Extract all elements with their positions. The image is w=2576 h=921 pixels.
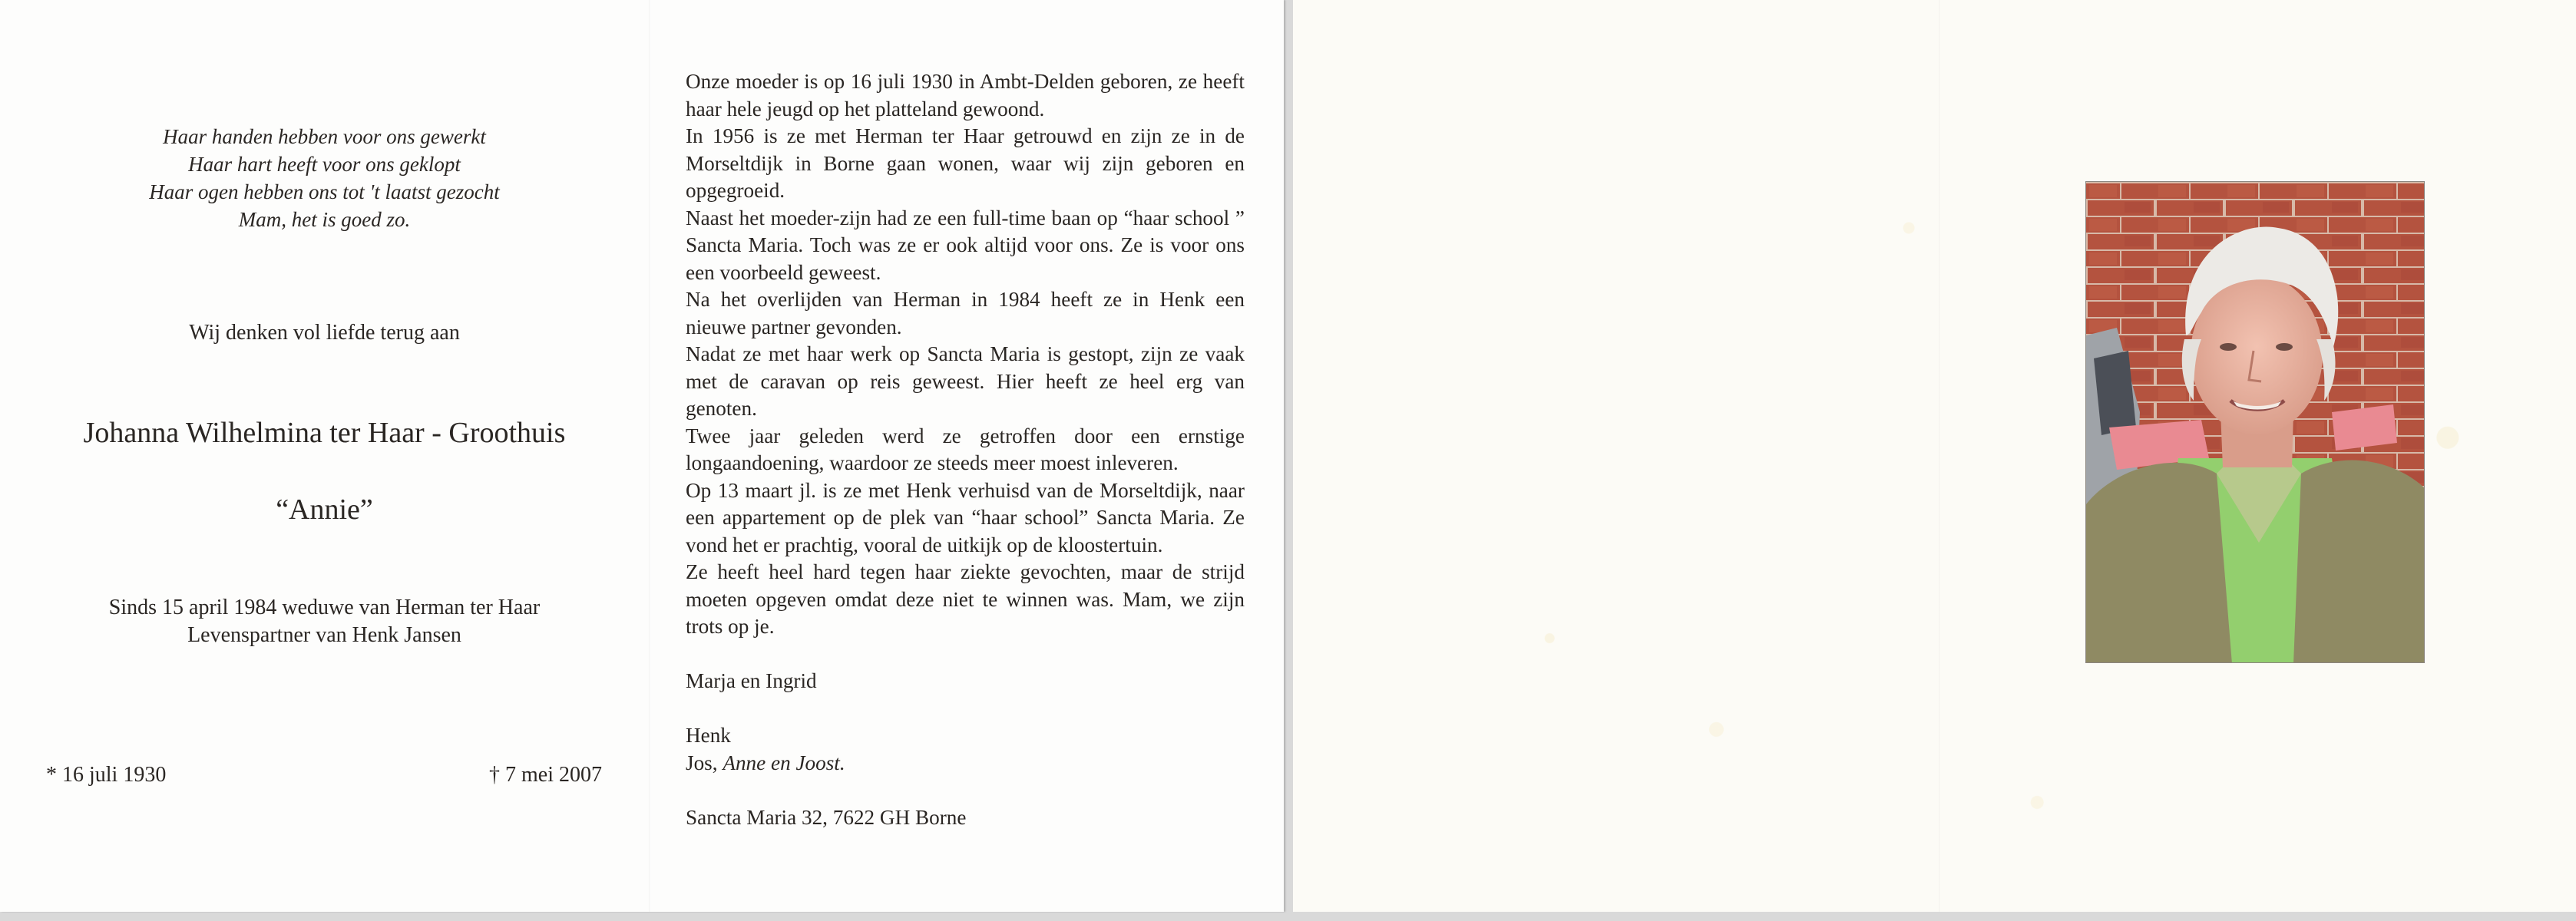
memorial-card-back — [1293, 0, 2576, 912]
poem — [0, 123, 649, 233]
signature-family-prefix: Jos, — [686, 751, 723, 774]
status-line: Levenspartner van Henk Jansen — [187, 623, 461, 647]
nickname: “Annie” — [276, 494, 373, 526]
life-paragraph: Nadat ze met haar werk op Sancta Maria is gestopt, zijn ze vaak met de caravan op reis geweest. Hier heeft ze heel erg van genoten. — [686, 342, 1245, 420]
life-paragraph: Onze moeder is op 16 juli 1930 in Ambt-Delden geboren, ze heeft haar hele jeugd op het platteland gewoond. — [686, 70, 1245, 120]
poem-line: Mam, het is goed zo. — [238, 208, 411, 231]
card-fold — [649, 0, 650, 912]
signature-partner: Henk — [686, 724, 731, 747]
signature-family — [686, 750, 1245, 777]
poem-line: Haar handen hebben voor ons gewerkt — [163, 125, 486, 148]
memorial-card-inside — [0, 0, 1284, 912]
death-date: † 7 mei 2007 — [489, 763, 602, 787]
life-paragraph: Na het overlijden van Herman in 1984 heeft ze in Henk een nieuwe partner gevonden. — [686, 288, 1245, 338]
life-paragraph: In 1956 is ze met Herman ter Haar getrouwd en zijn ze in de Morseltdijk in Borne gaan wonen, waar wij zijn geboren en opgegroeid. — [686, 124, 1245, 202]
signature-children: Marja en Ingrid — [686, 669, 817, 692]
relationship-status — [0, 594, 649, 649]
portrait-illustration — [2086, 182, 2425, 663]
left-panel — [0, 0, 649, 912]
portrait-photo — [2085, 181, 2425, 663]
life-paragraph: Twee jaar geleden werd ze getroffen door een ernstige longaandoening, waardoor ze steeds meer moest inleveren. — [686, 424, 1245, 474]
remember-line: Wij denken vol liefde terug aan — [189, 321, 460, 345]
poem-line: Haar ogen hebben ons tot 't laatst gezocht — [149, 180, 500, 203]
status-line: Sinds 15 april 1984 weduwe van Herman ter Haar — [108, 596, 541, 619]
signature-family-italic: Anne en Joost. — [723, 751, 845, 774]
deceased-name: Johanna Wilhelmina ter Haar - Groothuis — [83, 417, 566, 449]
card-fold — [1939, 0, 1940, 912]
life-paragraph: Ze heeft heel hard tegen haar ziekte gevochten, maar de strijd moeten opgeven omdat deze niet te winnen was. Mam, we zijn trots op je. — [686, 560, 1245, 638]
birth-date: * 16 juli 1930 — [46, 763, 167, 787]
poem-line: Haar hart heeft voor ons geklopt — [188, 153, 461, 176]
life-paragraph: Op 13 maart jl. is ze met Henk verhuisd van de Morseltdijk, naar een appartement op de plek van “haar school” Sancta Maria. Ze vond het er prachtig, vooral de uitkijk op de kloostertuin. — [686, 478, 1245, 556]
address: Sancta Maria 32, 7622 GH Borne — [686, 805, 967, 829]
right-panel — [686, 68, 1245, 831]
life-paragraph: Naast het moeder-zijn had ze een full-time baan op “haar school ” Sancta Maria. Toch was ze er ook altijd voor ons. Ze is voor ons een voorbeeld geweest. — [686, 206, 1245, 284]
